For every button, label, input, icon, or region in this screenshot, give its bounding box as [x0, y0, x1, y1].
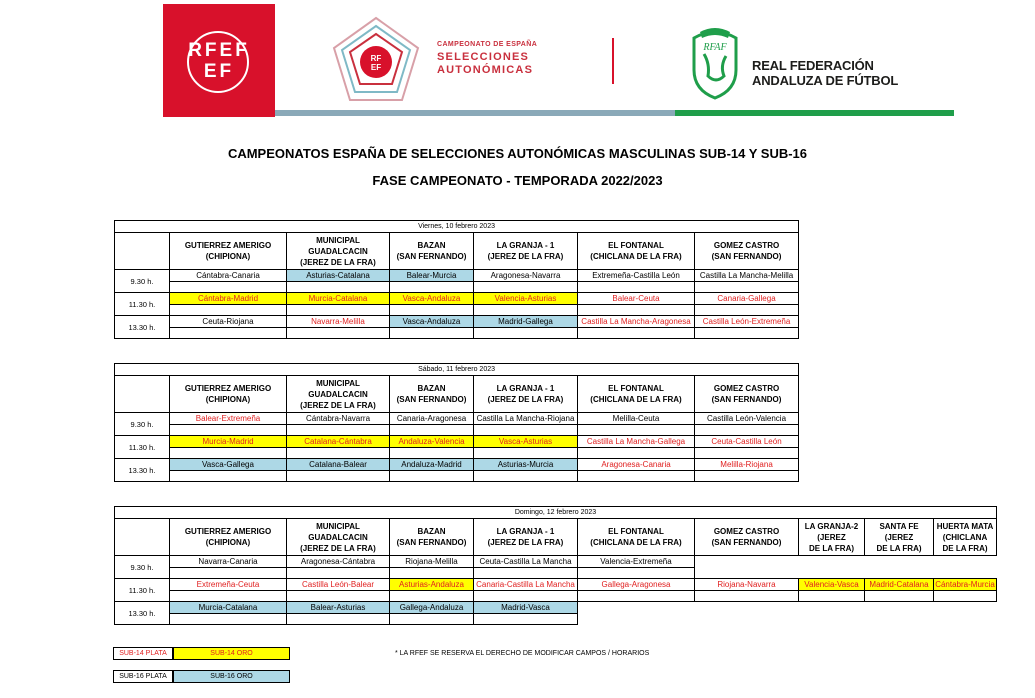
spacer-cell — [799, 591, 865, 602]
spacer-cell — [578, 328, 695, 339]
empty-cell — [695, 556, 799, 568]
spacer-cell — [390, 282, 474, 293]
empty-cell — [865, 602, 934, 614]
spacer-cell — [287, 282, 390, 293]
venue-header-line: (JEREZ DE LA FRA) — [487, 252, 564, 261]
match-cell: Riojana-Melilla — [390, 556, 474, 568]
match-cell: Castilla La Mancha-Gallega — [578, 436, 695, 448]
venue-header-line: BAZAN — [417, 527, 446, 536]
time-slot: 13.30 h. — [115, 316, 170, 339]
venue-header-line: BAZAN — [417, 241, 446, 250]
spacer-cell — [170, 305, 287, 316]
spacer-cell — [865, 614, 934, 625]
spacer-cell — [170, 328, 287, 339]
document-subtitle: FASE CAMPEONATO - TEMPORADA 2022/2023 — [372, 173, 663, 188]
venue-header-line: (CHICLANA DE LA FRA) — [590, 252, 682, 261]
empty-cell — [934, 556, 997, 568]
selecciones-title-line2: SELECCIONES — [437, 51, 530, 63]
spacer-cell — [578, 425, 695, 436]
spacer-cell — [474, 614, 578, 625]
match-cell: Vasca-Asturias — [474, 436, 578, 448]
venue-header-line: EL FONTANAL — [608, 527, 664, 536]
spacer-cell — [170, 614, 287, 625]
spacer-cell — [799, 614, 865, 625]
spacer-cell — [695, 425, 799, 436]
spacer-cell — [799, 568, 865, 579]
date-header: Viernes, 10 febrero 2023 — [115, 221, 799, 233]
legend-sub16-plata: SUB-16 PLATA — [113, 670, 173, 683]
venue-header — [474, 519, 578, 556]
match-cell: Vasca-Gallega — [170, 459, 287, 471]
venue-header-line: GUTIERREZ AMERIGO — [184, 241, 272, 250]
spacer-cell — [695, 282, 799, 293]
spacer-cell — [287, 591, 390, 602]
empty-cell — [934, 602, 997, 614]
venue-header — [170, 376, 287, 413]
venue-header — [865, 519, 934, 556]
header-bar-grey — [275, 110, 675, 116]
spacer-cell — [474, 305, 578, 316]
match-cell: Madrid-Gallega — [474, 316, 578, 328]
spacer-cell — [578, 448, 695, 459]
match-cell: Asturias-Catalana — [287, 270, 390, 282]
empty-cell — [799, 602, 865, 614]
spacer-cell — [390, 614, 474, 625]
empty-cell — [578, 602, 695, 614]
spacer-cell — [287, 448, 390, 459]
venue-header — [287, 519, 390, 556]
venue-header-line: GOMEZ CASTRO — [713, 241, 780, 250]
spacer-cell — [287, 328, 390, 339]
match-cell: Canaria-Gallega — [695, 293, 799, 305]
rfef-logo-line1: RFEF — [188, 40, 250, 61]
spacer-cell — [287, 471, 390, 482]
match-cell: Castilla La Mancha-Aragonesa — [578, 316, 695, 328]
venue-header — [695, 233, 799, 270]
match-cell: Ceuta-Castilla La Mancha — [474, 556, 578, 568]
match-cell: Asturias-Andaluza — [390, 579, 474, 591]
match-cell: Andaluza-Valencia — [390, 436, 474, 448]
svg-text:RF: RF — [370, 54, 382, 63]
match-cell: Melilla-Ceuta — [578, 413, 695, 425]
spacer-cell — [695, 448, 799, 459]
match-cell: Melilla-Riojana — [695, 459, 799, 471]
venue-header — [287, 233, 390, 270]
venue-header-line: LA GRANJA - 1 — [496, 384, 555, 393]
selecciones-pentagon-emblem — [330, 14, 422, 106]
venue-header-line: GUTIERREZ AMERIGO — [184, 384, 272, 393]
match-cell: Balear-Ceuta — [578, 293, 695, 305]
match-cell: Catalana-Balear — [287, 459, 390, 471]
time-slot: 13.30 h. — [115, 459, 170, 482]
rfaf-title-line2: ANDALUZA DE FÚTBOL — [752, 73, 899, 88]
venue-header — [578, 519, 695, 556]
venue-header — [578, 233, 695, 270]
spacer-cell — [474, 282, 578, 293]
spacer-cell — [934, 591, 997, 602]
venue-header-line: DE LA FRA) — [876, 543, 922, 553]
spacer-cell — [474, 471, 578, 482]
match-cell: Extremeña-Castilla León — [578, 270, 695, 282]
venue-header-line: (JEREZ DE LA FRA) — [300, 257, 376, 267]
venue-header-line: (CHICLANA DE LA FRA) — [590, 395, 682, 404]
venue-header — [799, 519, 865, 556]
venue-header — [695, 519, 799, 556]
venue-header-line: (SAN FERNANDO) — [711, 538, 782, 547]
rfaf-emblem — [686, 24, 744, 100]
match-cell: Balear-Extremeña — [170, 413, 287, 425]
venue-header-line: (SAN FERNANDO) — [711, 252, 782, 261]
spacer-cell — [390, 568, 474, 579]
disclaimer-note: * LA RFEF SE RESERVA EL DERECHO DE MODIFICAR CAMPOS / HORARIOS — [395, 650, 650, 657]
spacer-cell — [170, 425, 287, 436]
venue-header — [390, 376, 474, 413]
time-slot: 13.30 h. — [115, 602, 170, 625]
venue-header-line: (JEREZ DE LA FRA) — [300, 400, 376, 410]
spacer-cell — [287, 305, 390, 316]
match-cell: Cántabra-Navarra — [287, 413, 390, 425]
spacer-cell — [287, 425, 390, 436]
match-cell: Gallega-Aragonesa — [578, 579, 695, 591]
match-cell: Murcia-Madrid — [170, 436, 287, 448]
spacer-cell — [578, 591, 695, 602]
venue-header-line: (SAN FERNANDO) — [396, 395, 467, 404]
empty-cell — [695, 602, 799, 614]
spacer-cell — [934, 614, 997, 625]
rfef-logo-line2: EF — [203, 61, 235, 82]
match-cell: Cántabra-Canaria — [170, 270, 287, 282]
time-column-header — [115, 519, 170, 556]
spacer-cell — [474, 591, 578, 602]
spacer-cell — [474, 425, 578, 436]
match-cell: Valencia-Extremeña — [578, 556, 695, 568]
schedule-table-day-2 — [114, 363, 799, 482]
venue-header-line: DE LA FRA) — [942, 543, 988, 553]
spacer-cell — [695, 328, 799, 339]
venue-header-line: GUADALCACIN — [308, 532, 368, 542]
svg-text:EF: EF — [370, 63, 382, 72]
match-cell: Valencia-Vasca — [799, 579, 865, 591]
header-divider — [612, 38, 614, 84]
match-cell: Asturias-Murcia — [474, 459, 578, 471]
schedule-table-day-1 — [114, 220, 799, 339]
date-header: Sábado, 11 febrero 2023 — [115, 364, 799, 376]
rfef-logo — [163, 4, 275, 117]
venue-header-line: SANTA FE — [879, 521, 919, 531]
time-slot: 11.30 h. — [115, 293, 170, 316]
match-cell: Balear-Asturias — [287, 602, 390, 614]
svg-text:RFAF: RFAF — [703, 42, 727, 53]
venue-header-line: (CHICLANA DE LA FRA) — [590, 538, 682, 547]
venue-header-line: (CHIPIONA) — [205, 252, 251, 261]
spacer-cell — [390, 305, 474, 316]
match-cell: Madrid-Catalana — [865, 579, 934, 591]
match-cell: Murcia-Catalana — [170, 602, 287, 614]
venue-header-line: MUNICIPAL — [316, 521, 360, 531]
schedule-table-day-3 — [114, 506, 997, 625]
match-cell: Cántabra-Murcia — [935, 580, 995, 589]
time-slot: 11.30 h. — [115, 436, 170, 459]
time-slot: 9.30 h. — [115, 413, 170, 436]
venue-header-line: HUERTA MATA — [936, 521, 994, 531]
spacer-cell — [695, 614, 799, 625]
selecciones-title-line3: AUTONÓMICAS — [437, 64, 534, 76]
spacer-cell — [390, 328, 474, 339]
venue-header-line: (CHIPIONA) — [205, 395, 251, 404]
time-slot: 11.30 h. — [115, 579, 170, 602]
venue-header-line: (JEREZ — [817, 532, 846, 542]
venue-header — [170, 519, 287, 556]
match-cell: Aragonesa-Navarra — [474, 270, 578, 282]
match-cell: Murcia-Catalana — [287, 293, 390, 305]
spacer-cell — [390, 591, 474, 602]
document-title: CAMPEONATOS ESPAÑA DE SELECCIONES AUTONÓMICAS MASCULINAS SUB-14 Y SUB-16 — [227, 146, 808, 161]
match-cell: Castilla León-Balear — [287, 579, 390, 591]
match-cell: Gallega-Andaluza — [390, 602, 474, 614]
spacer-cell — [390, 425, 474, 436]
match-cell: Vasca-Andaluza — [390, 316, 474, 328]
empty-cell — [865, 556, 934, 568]
venue-header-line: (CHIPIONA) — [205, 538, 251, 547]
match-cell: Extremeña-Ceuta — [170, 579, 287, 591]
match-cell: Aragonesa-Canaria — [578, 459, 695, 471]
venue-header-line: (SAN FERNANDO) — [396, 538, 467, 547]
venue-header — [390, 233, 474, 270]
spacer-cell — [695, 471, 799, 482]
spacer-cell — [170, 471, 287, 482]
match-cell: Castilla La Mancha-Melilla — [695, 270, 799, 282]
match-cell: Catalana-Cántabra — [287, 436, 390, 448]
venue-header — [474, 376, 578, 413]
spacer-cell — [578, 282, 695, 293]
venue-header-line: (JEREZ — [884, 532, 914, 542]
spacer-cell — [474, 328, 578, 339]
venue-header-line: DE LA FRA) — [808, 543, 855, 553]
venue-header — [287, 376, 390, 413]
spacer-cell — [934, 568, 997, 579]
venue-header — [390, 519, 474, 556]
match-cell: Canaria-Aragonesa — [390, 413, 474, 425]
match-cell: Madrid-Vasca — [474, 602, 578, 614]
match-cell: Navarra-Canaria — [170, 556, 287, 568]
venue-header-line: MUNICIPAL — [316, 235, 360, 245]
venue-header — [934, 519, 997, 556]
venue-header-line: (JEREZ DE LA FRA) — [300, 543, 376, 553]
match-cell: Cántabra-Madrid — [170, 293, 287, 305]
legend-sub16-oro: SUB-16 ORO — [173, 670, 290, 683]
venue-header-line: GOMEZ CASTRO — [713, 384, 780, 393]
venue-header-line: GUTIERREZ AMERIGO — [184, 527, 272, 536]
time-slot: 9.30 h. — [115, 270, 170, 293]
spacer-cell — [390, 471, 474, 482]
venue-header-line: GUADALCACIN — [308, 246, 368, 256]
spacer-cell — [170, 282, 287, 293]
spacer-cell — [474, 568, 578, 579]
spacer-cell — [578, 471, 695, 482]
spacer-cell — [578, 305, 695, 316]
venue-header-line: GOMEZ CASTRO — [713, 527, 780, 536]
venue-header-line: GUADALCACIN — [308, 389, 368, 399]
venue-header-line: BAZAN — [417, 384, 446, 393]
venue-header-line: (SAN FERNANDO) — [711, 395, 782, 404]
venue-header-line: (CHICLANA — [942, 532, 988, 542]
match-cell: Andaluza-Madrid — [390, 459, 474, 471]
match-cell: Navarra-Melilla — [287, 316, 390, 328]
match-cell: Castilla León-Valencia — [695, 413, 799, 425]
selecciones-title-line1: CAMPEONATO DE ESPAÑA — [437, 41, 538, 48]
spacer-cell — [865, 568, 934, 579]
empty-cell — [799, 556, 865, 568]
legend-sub14-oro: SUB-14 ORO — [173, 647, 290, 660]
venue-header-line: EL FONTANAL — [608, 241, 664, 250]
match-cell: Ceuta-Castilla León — [695, 436, 799, 448]
venue-header-line: (JEREZ DE LA FRA) — [487, 395, 564, 404]
venue-header-line: LA GRANJA - 1 — [496, 527, 555, 536]
spacer-cell — [578, 568, 695, 579]
venue-header-line: EL FONTANAL — [608, 384, 664, 393]
match-cell: Canaria-Castilla La Mancha — [474, 579, 578, 591]
match-cell: Castilla La Mancha-Riojana — [474, 413, 578, 425]
match-cell: Balear-Murcia — [390, 270, 474, 282]
header-bar-green — [675, 110, 954, 116]
spacer-cell — [287, 614, 390, 625]
spacer-cell — [474, 448, 578, 459]
match-cell: Valencia-Asturias — [474, 293, 578, 305]
venue-header-line: (SAN FERNANDO) — [396, 252, 467, 261]
match-cell: Aragonesa-Cántabra — [287, 556, 390, 568]
spacer-cell — [170, 448, 287, 459]
venue-header-line: (JEREZ DE LA FRA) — [487, 538, 564, 547]
spacer-cell — [170, 591, 287, 602]
match-cell: Castilla León-Extremeña — [695, 316, 799, 328]
rfaf-title-line1: REAL FEDERACIÓN — [752, 58, 874, 73]
spacer-cell — [695, 591, 799, 602]
spacer-cell — [170, 568, 287, 579]
venue-header-line: MUNICIPAL — [316, 378, 360, 388]
time-slot: 9.30 h. — [115, 556, 170, 579]
match-cell: Riojana-Navarra — [695, 579, 799, 591]
match-cell: Vasca-Andaluza — [390, 293, 474, 305]
spacer-cell — [287, 568, 390, 579]
spacer-cell — [695, 305, 799, 316]
time-column-header — [115, 233, 170, 270]
venue-header-line: LA GRANJA-2 — [804, 521, 859, 531]
venue-header — [695, 376, 799, 413]
match-cell: Ceuta-Riojana — [170, 316, 287, 328]
date-header: Domingo, 12 febrero 2023 — [115, 507, 997, 519]
spacer-cell — [578, 614, 695, 625]
spacer-cell — [390, 448, 474, 459]
spacer-cell — [865, 591, 934, 602]
venue-header — [170, 233, 287, 270]
spacer-cell — [695, 568, 799, 579]
venue-header — [474, 233, 578, 270]
venue-header — [578, 376, 695, 413]
time-column-header — [115, 376, 170, 413]
venue-header-line: LA GRANJA - 1 — [496, 241, 555, 250]
legend-sub14-plata: SUB-14 PLATA — [113, 647, 173, 660]
